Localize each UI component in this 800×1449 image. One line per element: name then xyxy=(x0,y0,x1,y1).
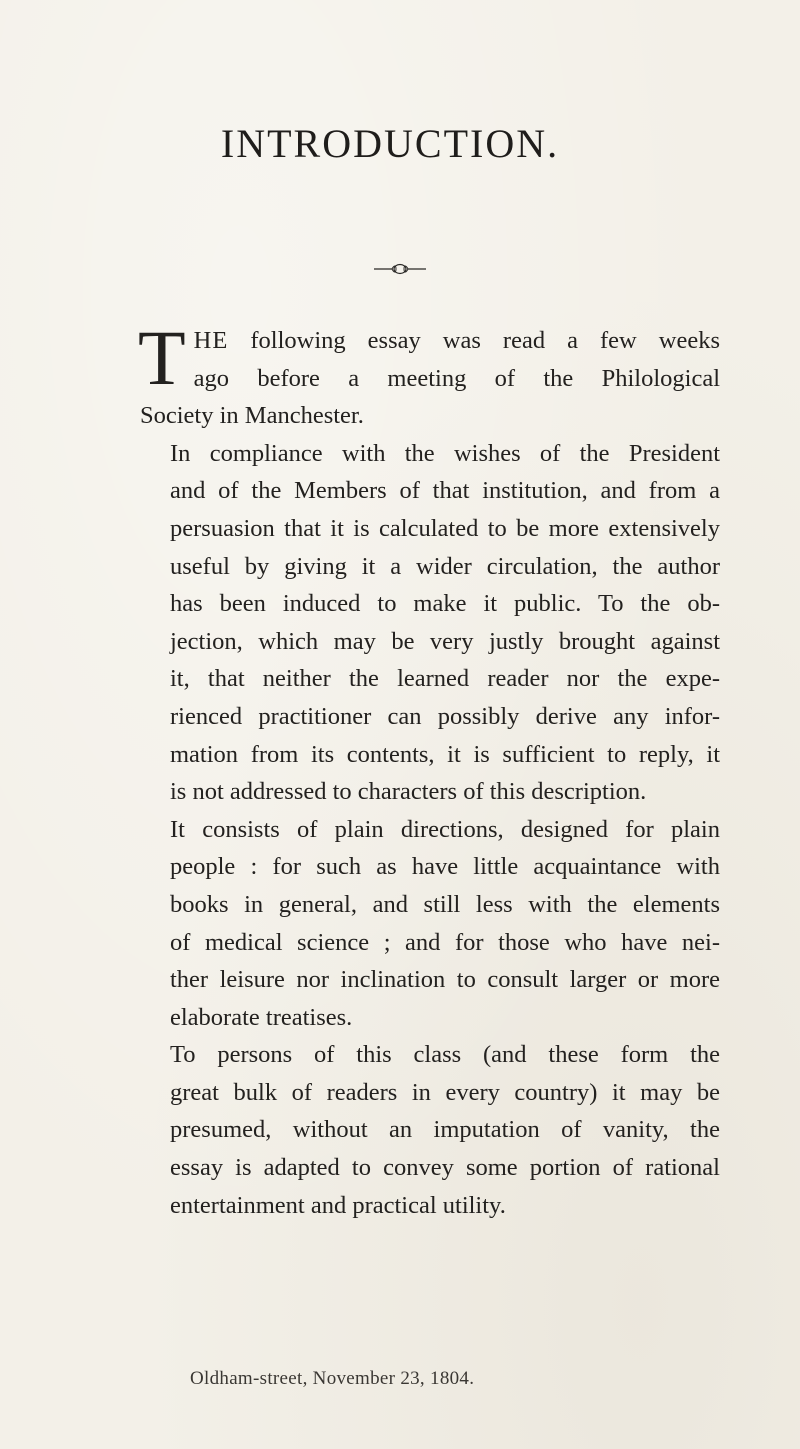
text-line: people : for such as have little acquaintance with xyxy=(170,853,720,881)
text-line: mation from its contents, it is sufficient to reply, it xyxy=(170,740,720,768)
text-line: entertainment and practical utility. xyxy=(170,1191,506,1219)
text-line: it, that neither the learned reader nor the expe- xyxy=(170,665,720,693)
text-line: useful by giving it a wider circulation, the author xyxy=(170,552,720,580)
text-line: To persons of this class (and these form the xyxy=(170,1041,720,1069)
text-line: has been induced to make it public. To the ob- xyxy=(170,590,720,618)
paragraph-2 xyxy=(140,435,720,811)
text-line: ther leisure nor inclination to consult larger or more xyxy=(170,966,720,994)
text-line: and of the Members of that institution, and from a xyxy=(170,477,720,505)
paragraph-4 xyxy=(140,1036,720,1224)
ornament-rule-icon xyxy=(372,262,428,276)
text-line: is not addressed to characters of this description. xyxy=(170,778,647,806)
text-line: It consists of plain directions, designed for plain xyxy=(170,815,720,843)
paragraph-1 xyxy=(138,314,721,435)
text-line: great bulk of readers in every country) it may be xyxy=(170,1078,720,1106)
body-text xyxy=(138,314,721,1224)
text-line: elaborate treatises. xyxy=(170,1003,353,1031)
text-line: HE following essay was read a few weeks xyxy=(193,327,721,354)
text-line: persuasion that it is calculated to be more extensively xyxy=(170,514,720,542)
text-line: essay is adapted to convey some portion of rational xyxy=(170,1154,720,1182)
text-line: rienced practitioner can possibly derive any infor- xyxy=(170,702,720,730)
text-line: In compliance with the wishes of the President xyxy=(170,439,720,467)
first-word-rest: HE xyxy=(193,327,229,354)
text-line: jection, which may be very justly brought against xyxy=(170,627,720,655)
text-line: books in general, and still less with the elements xyxy=(170,890,720,918)
drop-cap: T xyxy=(138,314,186,401)
page-title: INTRODUCTION. xyxy=(220,121,560,166)
signature-line: Oldham-street, November 23, 1804. xyxy=(190,1368,475,1389)
text-line: Society in Manchester. xyxy=(140,402,364,430)
text-line: of medical science ; and for those who have nei- xyxy=(170,928,720,956)
paragraph-3 xyxy=(140,811,720,1037)
text-line: presumed, without an imputation of vanity, the xyxy=(170,1116,720,1144)
text-line: ago before a meeting of the Philological xyxy=(193,364,720,392)
